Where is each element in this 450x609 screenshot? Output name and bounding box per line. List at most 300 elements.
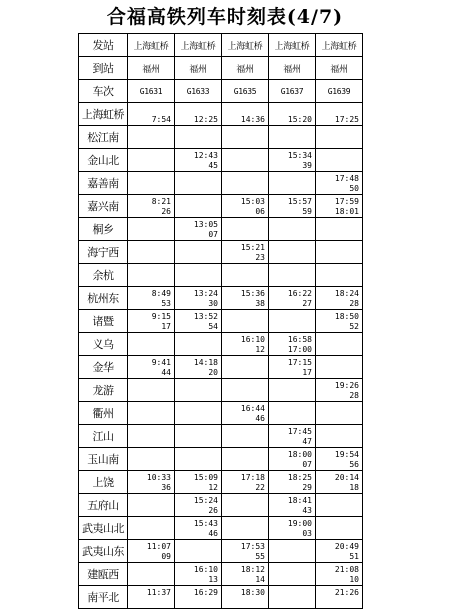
arrival-time bbox=[175, 174, 218, 184]
train-number: G1631 bbox=[128, 80, 175, 103]
time-cell bbox=[175, 103, 222, 126]
station-name: 嘉兴南 bbox=[79, 195, 128, 218]
departure-time bbox=[316, 414, 359, 424]
arrival-time bbox=[128, 381, 171, 391]
departure-time bbox=[175, 184, 218, 194]
departure-time bbox=[175, 138, 218, 148]
time-cell bbox=[269, 494, 316, 517]
departure-time: 43 bbox=[302, 506, 312, 515]
arrival-time: 16:22 bbox=[287, 289, 312, 298]
time-cell bbox=[128, 126, 175, 149]
departure-time bbox=[175, 391, 218, 401]
arrival-time bbox=[128, 404, 171, 414]
arrival-time bbox=[316, 496, 359, 506]
table-row bbox=[79, 448, 363, 471]
train-number: G1637 bbox=[269, 80, 316, 103]
time-cell bbox=[175, 126, 222, 149]
arrival-time bbox=[128, 427, 171, 437]
station-name: 义乌 bbox=[79, 333, 128, 356]
arrival-time: 9:15 bbox=[151, 312, 171, 321]
arrival-time bbox=[175, 197, 218, 207]
time-cell bbox=[222, 448, 269, 471]
time-cell bbox=[269, 356, 316, 379]
departure-time bbox=[128, 460, 171, 470]
time-cell bbox=[316, 517, 363, 540]
departure-time bbox=[269, 276, 312, 286]
table-row bbox=[79, 402, 363, 425]
arrival-time bbox=[175, 105, 218, 115]
arrival-time bbox=[316, 243, 359, 253]
departure-time bbox=[222, 460, 265, 470]
arrival-station: 福州 bbox=[128, 57, 175, 80]
arrival-time: 20:49 bbox=[334, 542, 359, 551]
departure-time bbox=[316, 230, 359, 240]
departure-time: 30 bbox=[208, 299, 218, 308]
time-cell bbox=[316, 402, 363, 425]
departure-time bbox=[128, 253, 171, 263]
departure-time bbox=[128, 598, 171, 608]
time-cell bbox=[316, 356, 363, 379]
departure-time: 23 bbox=[255, 253, 265, 262]
arrival-time: 21:26 bbox=[334, 588, 359, 597]
departure-time: 26 bbox=[208, 506, 218, 515]
train-number: G1633 bbox=[175, 80, 222, 103]
arrival-time bbox=[269, 312, 312, 322]
departure-time bbox=[269, 322, 312, 332]
departure-time: 14:36 bbox=[240, 115, 265, 124]
arrival-time bbox=[128, 335, 171, 345]
departure-time bbox=[222, 230, 265, 240]
station-name: 海宁西 bbox=[79, 241, 128, 264]
arrival-row bbox=[79, 57, 363, 80]
table-row bbox=[79, 241, 363, 264]
time-cell bbox=[175, 517, 222, 540]
departure-station: 上海虹桥 bbox=[128, 34, 175, 57]
time-cell bbox=[128, 195, 175, 218]
departure-time: 46 bbox=[208, 529, 218, 538]
arrival-time bbox=[175, 450, 218, 460]
departure-station: 上海虹桥 bbox=[175, 34, 222, 57]
arrival-time bbox=[128, 496, 171, 506]
departure-time: 03 bbox=[302, 529, 312, 538]
departure-time bbox=[316, 529, 359, 539]
departure-time: 45 bbox=[208, 161, 218, 170]
time-cell bbox=[269, 310, 316, 333]
departure-time: 15:20 bbox=[287, 115, 312, 124]
arrival-time bbox=[128, 220, 171, 230]
departure-time bbox=[316, 506, 359, 516]
departure-time bbox=[269, 138, 312, 148]
departure-time bbox=[222, 322, 265, 332]
table-row bbox=[79, 586, 363, 609]
time-cell bbox=[175, 149, 222, 172]
time-cell bbox=[222, 172, 269, 195]
time-cell bbox=[222, 103, 269, 126]
time-cell bbox=[175, 195, 222, 218]
time-cell bbox=[269, 563, 316, 586]
arrival-time bbox=[175, 128, 218, 138]
station-name: 松江南 bbox=[79, 126, 128, 149]
time-cell bbox=[222, 195, 269, 218]
time-cell bbox=[316, 448, 363, 471]
departure-time bbox=[175, 276, 218, 286]
time-cell bbox=[269, 241, 316, 264]
arrival-time bbox=[222, 105, 265, 115]
arrival-time: 18:41 bbox=[287, 496, 312, 505]
departure-time bbox=[316, 161, 359, 171]
station-name: 武夷山北 bbox=[79, 517, 128, 540]
time-cell bbox=[269, 425, 316, 448]
departure-time bbox=[269, 391, 312, 401]
arrival-time: 19:00 bbox=[287, 519, 312, 528]
arrival-time bbox=[222, 358, 265, 368]
departure-time bbox=[269, 552, 312, 562]
arrival-time: 13:24 bbox=[193, 289, 218, 298]
arrival-time: 15:21 bbox=[240, 243, 265, 252]
arrival-time: 13:05 bbox=[193, 220, 218, 229]
departure-time bbox=[316, 253, 359, 263]
departure-time bbox=[128, 161, 171, 171]
arrival-time bbox=[269, 105, 312, 115]
time-cell bbox=[175, 402, 222, 425]
table-row bbox=[79, 494, 363, 517]
time-cell bbox=[128, 172, 175, 195]
arrival-time bbox=[175, 243, 218, 253]
station-name: 桐乡 bbox=[79, 218, 128, 241]
arrival-time: 14:18 bbox=[193, 358, 218, 367]
time-cell bbox=[128, 241, 175, 264]
departure-time: 18 bbox=[349, 483, 359, 492]
time-cell bbox=[269, 379, 316, 402]
departure-time: 09 bbox=[161, 552, 171, 561]
arrival-time: 15:24 bbox=[193, 496, 218, 505]
time-cell bbox=[316, 494, 363, 517]
departure-time bbox=[175, 207, 218, 217]
departure-station: 上海虹桥 bbox=[316, 34, 363, 57]
arrival-time bbox=[128, 243, 171, 253]
arrival-label: 到站 bbox=[79, 57, 128, 80]
departure-time: 7:54 bbox=[151, 115, 171, 124]
time-cell bbox=[128, 563, 175, 586]
departure-time bbox=[222, 437, 265, 447]
arrival-time: 16:44 bbox=[240, 404, 265, 413]
time-cell bbox=[175, 264, 222, 287]
departure-time: 47 bbox=[302, 437, 312, 446]
train-number: G1639 bbox=[316, 80, 363, 103]
time-cell bbox=[222, 517, 269, 540]
time-cell bbox=[222, 379, 269, 402]
arrival-time: 8:21 bbox=[151, 197, 171, 206]
arrival-time bbox=[222, 450, 265, 460]
table-row bbox=[79, 333, 363, 356]
departure-time: 17 bbox=[161, 322, 171, 331]
time-cell bbox=[175, 379, 222, 402]
time-cell bbox=[128, 310, 175, 333]
departure-time bbox=[175, 460, 218, 470]
departure-time: 38 bbox=[255, 299, 265, 308]
arrival-time: 8:49 bbox=[151, 289, 171, 298]
time-cell bbox=[175, 218, 222, 241]
arrival-time bbox=[128, 450, 171, 460]
time-cell bbox=[316, 425, 363, 448]
arrival-time: 15:57 bbox=[287, 197, 312, 206]
arrival-time bbox=[128, 174, 171, 184]
time-cell bbox=[316, 172, 363, 195]
departure-time bbox=[128, 276, 171, 286]
arrival-time bbox=[269, 174, 312, 184]
arrival-time: 17:53 bbox=[240, 542, 265, 551]
departure-time: 54 bbox=[208, 322, 218, 331]
departure-time: 51 bbox=[349, 552, 359, 561]
arrival-station: 福州 bbox=[222, 57, 269, 80]
arrival-time: 18:25 bbox=[287, 473, 312, 482]
station-name: 江山 bbox=[79, 425, 128, 448]
arrival-time bbox=[222, 381, 265, 391]
time-cell bbox=[316, 586, 363, 609]
time-cell bbox=[175, 448, 222, 471]
departure-time: 53 bbox=[161, 299, 171, 308]
arrival-time bbox=[269, 565, 312, 575]
table-row bbox=[79, 172, 363, 195]
arrival-time: 18:50 bbox=[334, 312, 359, 321]
departure-time: 59 bbox=[302, 207, 312, 216]
departure-time bbox=[175, 598, 218, 608]
page-title: 合福高铁列车时刻表(4/7) bbox=[106, 6, 344, 28]
table-row bbox=[79, 356, 363, 379]
departure-time bbox=[128, 437, 171, 447]
departure-time bbox=[175, 253, 218, 263]
departure-time: 27 bbox=[302, 299, 312, 308]
time-cell bbox=[316, 241, 363, 264]
departure-time bbox=[128, 575, 171, 585]
departure-time: 28 bbox=[349, 299, 359, 308]
departure-time: 17:25 bbox=[334, 115, 359, 124]
arrival-time: 17:48 bbox=[334, 174, 359, 183]
arrival-time bbox=[269, 266, 312, 276]
arrival-station: 福州 bbox=[175, 57, 222, 80]
time-cell bbox=[175, 471, 222, 494]
arrival-time: 18:12 bbox=[240, 565, 265, 574]
departure-time bbox=[316, 276, 359, 286]
time-cell bbox=[128, 425, 175, 448]
departure-time: 44 bbox=[161, 368, 171, 377]
departure-time bbox=[128, 184, 171, 194]
departure-time: 52 bbox=[349, 322, 359, 331]
departure-time bbox=[222, 529, 265, 539]
departure-time bbox=[128, 345, 171, 355]
departure-time bbox=[128, 414, 171, 424]
arrival-time: 15:36 bbox=[240, 289, 265, 298]
time-cell bbox=[269, 333, 316, 356]
time-cell bbox=[128, 287, 175, 310]
arrival-time bbox=[222, 519, 265, 529]
arrival-time: 18:00 bbox=[287, 450, 312, 459]
arrival-time: 18:24 bbox=[334, 289, 359, 298]
departure-time bbox=[222, 276, 265, 286]
arrival-time bbox=[269, 404, 312, 414]
table-row bbox=[79, 264, 363, 287]
arrival-station: 福州 bbox=[269, 57, 316, 80]
departure-time bbox=[222, 161, 265, 171]
time-cell bbox=[175, 356, 222, 379]
arrival-station: 福州 bbox=[316, 57, 363, 80]
train-number-row bbox=[79, 80, 363, 103]
time-cell bbox=[269, 172, 316, 195]
departure-time bbox=[269, 230, 312, 240]
time-cell bbox=[128, 103, 175, 126]
departure-time: 22 bbox=[255, 483, 265, 492]
departure-time bbox=[316, 437, 359, 447]
arrival-time bbox=[128, 128, 171, 138]
time-cell bbox=[175, 586, 222, 609]
timetable bbox=[78, 33, 363, 609]
time-cell bbox=[175, 241, 222, 264]
arrival-time: 21:08 bbox=[334, 565, 359, 574]
time-cell bbox=[175, 563, 222, 586]
departure-time: 46 bbox=[255, 414, 265, 423]
table-row bbox=[79, 218, 363, 241]
arrival-time: 15:03 bbox=[240, 197, 265, 206]
departure-time: 07 bbox=[208, 230, 218, 239]
arrival-time bbox=[175, 404, 218, 414]
departure-time: 10 bbox=[349, 575, 359, 584]
arrival-time: 15:34 bbox=[287, 151, 312, 160]
departure-time bbox=[222, 368, 265, 378]
time-cell bbox=[316, 103, 363, 126]
arrival-time bbox=[175, 427, 218, 437]
arrival-time: 17:15 bbox=[287, 358, 312, 367]
arrival-time: 13:52 bbox=[193, 312, 218, 321]
departure-time bbox=[175, 414, 218, 424]
arrival-time bbox=[175, 335, 218, 345]
time-cell bbox=[269, 103, 316, 126]
arrival-time bbox=[222, 427, 265, 437]
time-cell bbox=[128, 540, 175, 563]
departure-time bbox=[128, 391, 171, 401]
arrival-time bbox=[269, 243, 312, 253]
arrival-time: 20:14 bbox=[334, 473, 359, 482]
departure-time: 13 bbox=[208, 575, 218, 584]
arrival-time bbox=[222, 312, 265, 322]
departure-time: 17 bbox=[302, 368, 312, 377]
arrival-time bbox=[269, 220, 312, 230]
arrival-time bbox=[222, 151, 265, 161]
time-cell bbox=[316, 310, 363, 333]
departure-time bbox=[128, 506, 171, 516]
time-cell bbox=[222, 126, 269, 149]
time-cell bbox=[222, 540, 269, 563]
table-row bbox=[79, 540, 363, 563]
departure-time bbox=[222, 506, 265, 516]
time-cell bbox=[222, 264, 269, 287]
departure-time: 56 bbox=[349, 460, 359, 469]
departure-time bbox=[269, 184, 312, 194]
departure-time bbox=[269, 598, 312, 608]
departure-row bbox=[79, 34, 363, 57]
departure-time: 12 bbox=[208, 483, 218, 492]
arrival-time bbox=[222, 128, 265, 138]
time-cell bbox=[128, 517, 175, 540]
table-row bbox=[79, 126, 363, 149]
arrival-time bbox=[316, 266, 359, 276]
arrival-time bbox=[269, 381, 312, 391]
time-cell bbox=[128, 356, 175, 379]
time-cell bbox=[175, 310, 222, 333]
departure-time bbox=[175, 345, 218, 355]
arrival-time bbox=[316, 151, 359, 161]
time-cell bbox=[128, 149, 175, 172]
departure-time: 12:25 bbox=[193, 115, 218, 124]
departure-time bbox=[316, 368, 359, 378]
departure-time: 50 bbox=[349, 184, 359, 193]
time-cell bbox=[222, 425, 269, 448]
arrival-time bbox=[269, 128, 312, 138]
table-row bbox=[79, 563, 363, 586]
departure-time bbox=[316, 598, 359, 608]
arrival-time bbox=[316, 358, 359, 368]
departure-station: 上海虹桥 bbox=[222, 34, 269, 57]
time-cell bbox=[128, 586, 175, 609]
arrival-time: 11:37 bbox=[146, 588, 171, 597]
time-cell bbox=[128, 402, 175, 425]
departure-time: 06 bbox=[255, 207, 265, 216]
time-cell bbox=[128, 494, 175, 517]
time-cell bbox=[222, 471, 269, 494]
time-cell bbox=[316, 195, 363, 218]
time-cell bbox=[175, 287, 222, 310]
table-row bbox=[79, 310, 363, 333]
departure-time: 17:00 bbox=[287, 345, 312, 354]
time-cell bbox=[175, 333, 222, 356]
time-cell bbox=[222, 241, 269, 264]
time-cell bbox=[316, 540, 363, 563]
arrival-time bbox=[316, 427, 359, 437]
departure-time: 55 bbox=[255, 552, 265, 561]
table-row bbox=[79, 149, 363, 172]
departure-time bbox=[175, 552, 218, 562]
time-cell bbox=[269, 471, 316, 494]
arrival-time: 11:07 bbox=[146, 542, 171, 551]
time-cell bbox=[222, 149, 269, 172]
table-row bbox=[79, 379, 363, 402]
time-cell bbox=[316, 563, 363, 586]
time-cell bbox=[269, 540, 316, 563]
arrival-time bbox=[128, 519, 171, 529]
table-row bbox=[79, 425, 363, 448]
table-row bbox=[79, 195, 363, 218]
time-cell bbox=[222, 494, 269, 517]
time-cell bbox=[222, 218, 269, 241]
station-name: 五府山 bbox=[79, 494, 128, 517]
arrival-time bbox=[316, 404, 359, 414]
time-cell bbox=[128, 333, 175, 356]
time-cell bbox=[316, 126, 363, 149]
arrival-time bbox=[175, 542, 218, 552]
time-cell bbox=[316, 264, 363, 287]
train-label: 车次 bbox=[79, 80, 128, 103]
departure-label: 发站 bbox=[79, 34, 128, 57]
time-cell bbox=[175, 172, 222, 195]
departure-time: 14 bbox=[255, 575, 265, 584]
station-name: 建瓯西 bbox=[79, 563, 128, 586]
arrival-time: 16:29 bbox=[193, 588, 218, 597]
station-name: 诸暨 bbox=[79, 310, 128, 333]
station-name: 余杭 bbox=[79, 264, 128, 287]
table-row bbox=[79, 517, 363, 540]
departure-time: 28 bbox=[349, 391, 359, 400]
time-cell bbox=[175, 425, 222, 448]
station-name: 衢州 bbox=[79, 402, 128, 425]
